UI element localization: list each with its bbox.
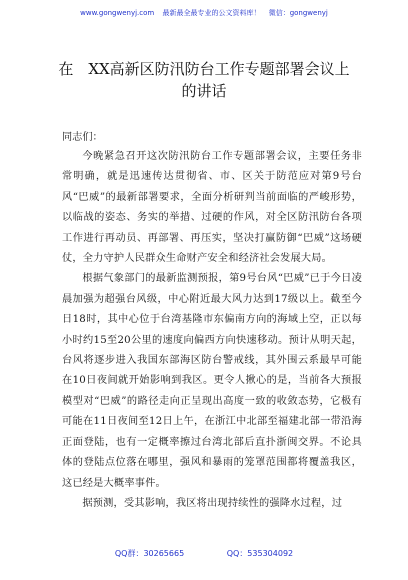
paragraph-2: 根据气象部门的最新监测预报，第9号台风“巴威”已于今日凌晨加强为超强台风级，中心附近最大风力达到17级以上。截至今日18时，其中心位于台湾基隆市东偏南方向的海域上空，正以每小时约15至20公里的速度向偏西方向快速移动。预计从明天起，台风将逐步进入我国东部海区防台警戒线，其外围云系最早可能在10日夜间就开始影响到我区。更令人揪心的是，当前各大预报模型对“巴威”的路径走向正呈现出高度一致的收敛态势，它极有可能在11日夜间至12日上午，在浙江中北部至福建北部一带沿海正面登陆，也有一定概率擦过台湾北部后直扑浙闽交界。不论具体的登陆点位落在哪里，强风和暴雨的笼罩范围都将覆盖我区，这已经是大概率事件。 [62,273,362,489]
title-line-2: 的讲话 [181,82,227,100]
header-wechat: 微信：gongwenyj [268,9,328,17]
header-site-link[interactable]: www.gongwenyj.com [80,9,155,17]
document-body [62,147,362,514]
footer-qq: QQ：535304092 [226,549,294,558]
footer-banner [0,548,408,559]
paragraph-1: 今晚紧急召开这次防汛防台工作专题部署会议，主要任务非常明确，就是迅速传达贯彻省、市、区关于防范应对第9号台风“巴威”的最新部署要求，全面分析研判当前面临的严峻形势，以临战的姿态、务实的举措、过硬的作风，对全区防汛防台各项工作进行再动员、再部署、再压实，坚决打赢防御“巴威”这场硬仗，全力守护人民群众生命财产安全和经济社会发展大局。 [62,151,362,265]
header-banner [0,8,408,18]
footer-qq-group: QQ群：30265665 [114,549,185,558]
title-line-1: 在 XX高新区防汛防台工作专题部署会议上 [58,60,350,78]
header-tagline: 最新最全最专业的公文资料库！ [162,9,261,17]
greeting: 同志们： [62,132,103,143]
document-title [30,58,378,102]
paragraph-3: 据预测，受其影响，我区将出现持续性的强降水过程，过 [82,497,343,509]
